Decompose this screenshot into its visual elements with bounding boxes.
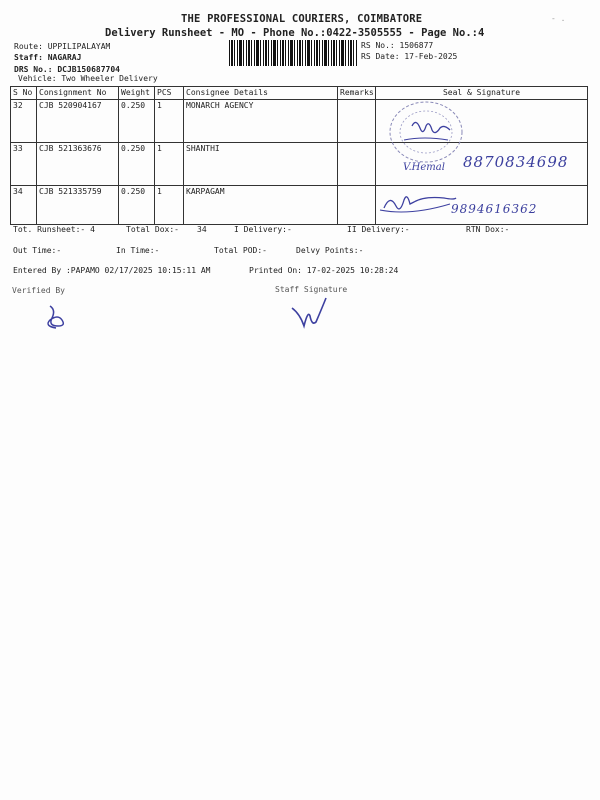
cell-sno: 33 bbox=[11, 143, 37, 186]
rs-number: RS No.: 1506877 bbox=[361, 41, 434, 50]
out-time: Out Time:- bbox=[13, 246, 62, 255]
col-consignment: Consignment No bbox=[37, 87, 119, 100]
cell-consignee: SHANTHI bbox=[184, 143, 338, 186]
delivery-stamp-icon bbox=[384, 96, 474, 166]
cell-remarks bbox=[338, 143, 376, 186]
cell-pcs: 1 bbox=[155, 100, 184, 143]
col-seal-signature: Seal & Signature bbox=[376, 87, 588, 100]
vehicle-label: Vehicle: Two Wheeler Delivery bbox=[18, 74, 158, 83]
margin-mark: - . bbox=[551, 14, 566, 23]
tot-runsheet: Tot. Runsheet:- 4 bbox=[13, 225, 95, 234]
receiver-name-handwriting: V.Hemal bbox=[403, 162, 445, 173]
cell-consignment: CJB 521335759 bbox=[37, 186, 119, 225]
cell-weight: 0.250 bbox=[119, 186, 155, 225]
receiver-phone-handwriting: 8870834698 bbox=[463, 153, 569, 171]
total-dox-label: Total Dox:- bbox=[126, 225, 179, 234]
company-title: THE PROFESSIONAL COURIERS, COIMBATORE bbox=[181, 13, 423, 25]
ii-delivery: II Delivery:- bbox=[347, 225, 410, 234]
barcode-image bbox=[229, 40, 357, 66]
verifier-signature-icon bbox=[42, 302, 72, 332]
cell-remarks bbox=[338, 186, 376, 225]
staff-label: Staff: NAGARAJ bbox=[14, 53, 82, 62]
cell-pcs: 1 bbox=[155, 143, 184, 186]
cell-sno: 34 bbox=[11, 186, 37, 225]
total-pod: Total POD:- bbox=[214, 246, 267, 255]
col-remarks: Remarks bbox=[338, 87, 376, 100]
runsheet-subtitle: Delivery Runsheet - MO - Phone No.:0422-3505555 - Page No.:4 bbox=[105, 27, 485, 39]
route-label: Route: UPPILIPALAYAM bbox=[14, 42, 111, 51]
col-pcs: PCS bbox=[155, 87, 184, 100]
cell-consignment: CJB 520904167 bbox=[37, 100, 119, 143]
drs-number: DRS No.: DCJB150687704 bbox=[14, 65, 120, 74]
receiver-phone-handwriting: 9894616362 bbox=[451, 202, 538, 216]
staff-signature-icon bbox=[290, 296, 330, 332]
cell-weight: 0.250 bbox=[119, 143, 155, 186]
rtn-dox: RTN Dox:- bbox=[466, 225, 510, 234]
cell-consignment: CJB 521363676 bbox=[37, 143, 119, 186]
cell-sno: 32 bbox=[11, 100, 37, 143]
staff-signature-label: Staff Signature bbox=[275, 285, 348, 294]
in-time: In Time:- bbox=[116, 246, 160, 255]
cell-remarks bbox=[338, 100, 376, 143]
cell-weight: 0.250 bbox=[119, 100, 155, 143]
printed-on: Printed On: 17-02-2025 10:28:24 bbox=[249, 266, 399, 275]
total-dox-value: 34 bbox=[197, 225, 207, 234]
rs-date: RS Date: 17-Feb-2025 bbox=[361, 52, 458, 61]
table-header-row bbox=[11, 87, 588, 100]
col-sno: S No bbox=[11, 87, 37, 100]
cell-consignee: KARPAGAM bbox=[184, 186, 338, 225]
verified-by-label: Verified By bbox=[12, 286, 65, 295]
i-delivery: I Delivery:- bbox=[234, 225, 292, 234]
delvy-points: Delvy Points:- bbox=[296, 246, 364, 255]
col-weight: Weight bbox=[119, 87, 155, 100]
entered-by: Entered By :PAPAMO 02/17/2025 10:15:11 AM bbox=[13, 266, 211, 275]
cell-pcs: 1 bbox=[155, 186, 184, 225]
col-consignee: Consignee Details bbox=[184, 87, 338, 100]
table-row bbox=[11, 100, 588, 143]
cell-consignee: MONARCH AGENCY bbox=[184, 100, 338, 143]
signature-scribble-icon bbox=[378, 190, 458, 216]
